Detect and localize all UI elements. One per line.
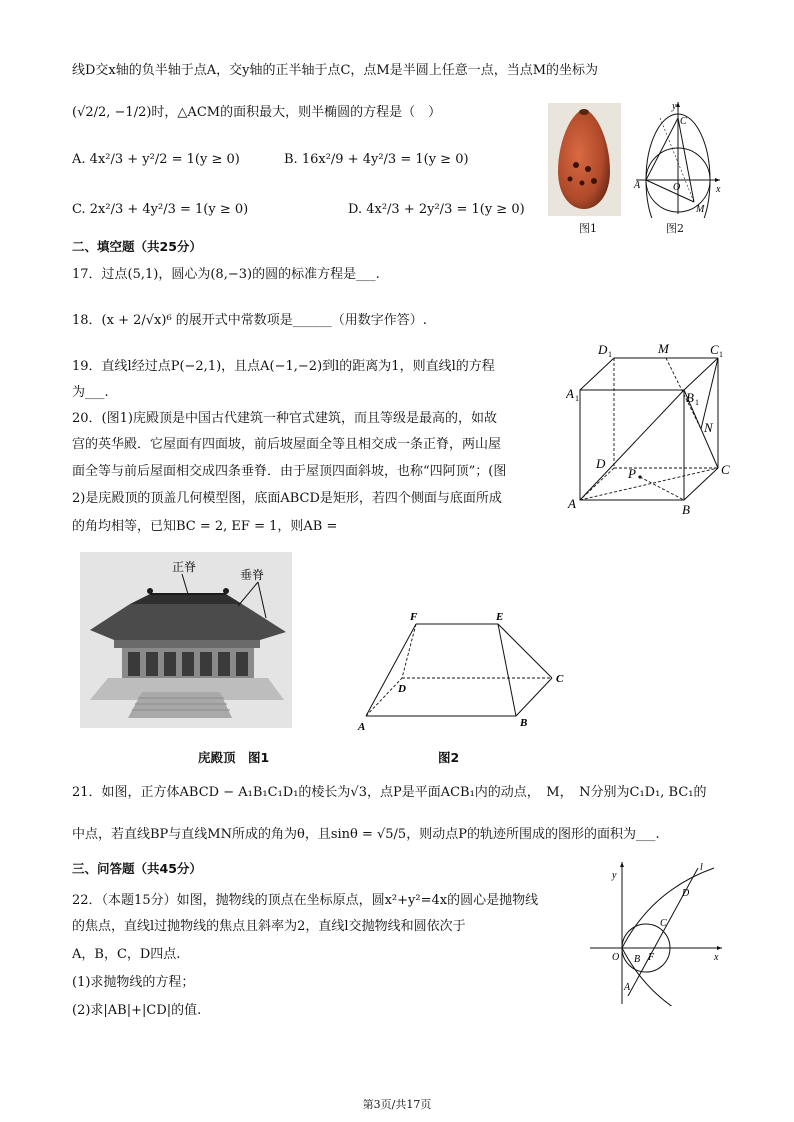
svg-text:B: B (682, 502, 690, 517)
section-heading-fill-blank: 二、填空题（共25分） (72, 239, 202, 254)
svg-text:P: P (628, 466, 636, 481)
q22-part-1: (1)求抛物线的方程； (72, 975, 195, 990)
q22-line-1: 22．（本题15分）如图，抛物线的顶点在坐标原点，圆x²+y²=4x的圆心是抛物线 (72, 893, 539, 908)
svg-text:l: l (700, 862, 703, 873)
palace-roof-caption: 庑殿顶 图1 (198, 750, 270, 765)
svg-text:C: C (721, 462, 730, 477)
q16-option-c[interactable]: C. 2x²/3 + 4y²/3 = 1(y ≥ 0) (72, 202, 249, 217)
svg-text:C: C (556, 673, 564, 685)
svg-text:1: 1 (575, 394, 579, 403)
svg-text:A: A (624, 982, 631, 993)
q22-line-2: 的焦点，直线l过抛物线的焦点且斜率为2，直线l交抛物线和圆依次于 (72, 919, 466, 934)
roof-model-diagram (352, 606, 582, 736)
svg-text:A: A (566, 386, 574, 401)
q18-text: 18．(x + 2/√x)⁶ 的展开式中常数项是______（用数字作答）. (72, 313, 427, 328)
svg-text:D: D (598, 342, 608, 357)
svg-text:O: O (673, 182, 681, 193)
svg-text:y: y (672, 101, 677, 112)
q22-line-3: A，B，C，D四点. (72, 947, 181, 962)
page-number-footer: 第3页/共17页 (362, 1098, 432, 1111)
svg-text:C: C (710, 342, 719, 357)
svg-text:A: A (358, 721, 366, 733)
cube-diagram (566, 340, 736, 520)
svg-text:B: B (686, 390, 694, 405)
svg-text:D: D (596, 456, 606, 471)
section-heading-answer: 三、问答题（共45分） (72, 861, 202, 876)
q20-line-2: 宫的英华殿．它屋面有四面坡，前后坡屋面全等且相交成一条正脊，两山屋 (72, 437, 502, 452)
svg-text:x: x (714, 952, 719, 963)
q22-part-2: (2)求|AB|+|CD|的值. (72, 1003, 202, 1018)
svg-text:C: C (660, 918, 667, 929)
q20-line-1: 20．(图1)庑殿顶是中国古代建筑一种官式建筑，而且等级是最高的，如故 (72, 411, 497, 426)
ridge-label: 正脊 (172, 560, 197, 574)
roof-model-caption: 图2 (438, 750, 460, 765)
svg-text:C: C (680, 116, 687, 127)
svg-text:M: M (658, 341, 669, 356)
svg-text:B: B (520, 717, 528, 729)
q17-text: 17．过点(5,1)，圆心为(8,−3)的圆的标准方程是___. (72, 267, 380, 282)
svg-text:N: N (704, 420, 713, 435)
svg-text:O: O (612, 952, 620, 963)
half-ellipse-diagram (628, 98, 724, 218)
svg-text:B: B (634, 954, 641, 965)
q16-point-condition: (√2/2, −1/2)时，△ACM的面积最大，则半椭圆的方程是（ ） (72, 105, 442, 120)
q20-line-3: 面全等与前后屋面相交成四条垂脊．由于屋顶四面斜坡，也称“四阿顶”；(图 (72, 464, 507, 479)
q21-text-continued: 中点，若直线BP与直线MN所成的角为θ，且sinθ = √5/5，则动点P的轨迹所围成的图形的面积为___. (72, 827, 660, 842)
ocarina-photo (548, 103, 621, 216)
parabola-circle-diagram (588, 856, 728, 1006)
svg-text:M: M (696, 204, 705, 215)
svg-text:F: F (410, 611, 418, 623)
svg-text:A: A (568, 496, 576, 511)
svg-text:D: D (398, 683, 406, 695)
svg-text:A: A (634, 180, 641, 191)
fig1-caption: 图1 (579, 222, 597, 235)
q20-line-5: 的角均相等，已知BC = 2, EF = 1，则AB = (72, 519, 338, 534)
q16-option-b[interactable]: B. 16x²/9 + 4y²/3 = 1(y ≥ 0) (284, 152, 469, 167)
palace-roof-photo (80, 552, 292, 728)
q16-option-d[interactable]: D. 4x²/3 + 2y²/3 = 1(y ≥ 0) (348, 202, 525, 217)
svg-text:y: y (612, 870, 617, 881)
svg-text:E: E (496, 611, 504, 623)
q16-option-a[interactable]: A. 4x²/3 + y²/2 = 1(y ≥ 0) (72, 152, 240, 167)
svg-text:D: D (682, 888, 690, 899)
q21-text: 21．如图，正方体ABCD − A₁B₁C₁D₁的棱长为√3，点P是平面ACB₁内的动点， M， N分别为C₁D₁, BC₁的 (72, 785, 707, 800)
svg-text:1: 1 (695, 398, 699, 407)
q19-text-continued: 为___. (72, 385, 109, 400)
q19-text: 19．直线l经过点P(−2,1)，且点A(−1,−2)到l的距离为1，则直线l的方程 (72, 359, 495, 374)
hip-ridge-label: 垂脊 (240, 568, 265, 582)
q16-intro: 线D交x轴的负半轴于点A，交y轴的正半轴于点C，点M是半圆上任意一点，当点M的坐标为 (72, 63, 599, 78)
fig2-caption: 图2 (666, 222, 684, 235)
svg-text:F: F (648, 952, 655, 963)
svg-text:x: x (716, 184, 721, 195)
svg-text:1: 1 (608, 350, 612, 359)
svg-text:1: 1 (719, 350, 723, 359)
q20-line-4: 2)是庑殿顶的顶盖几何模型图，底面ABCD是矩形，若四个侧面与底面所成 (72, 491, 502, 506)
